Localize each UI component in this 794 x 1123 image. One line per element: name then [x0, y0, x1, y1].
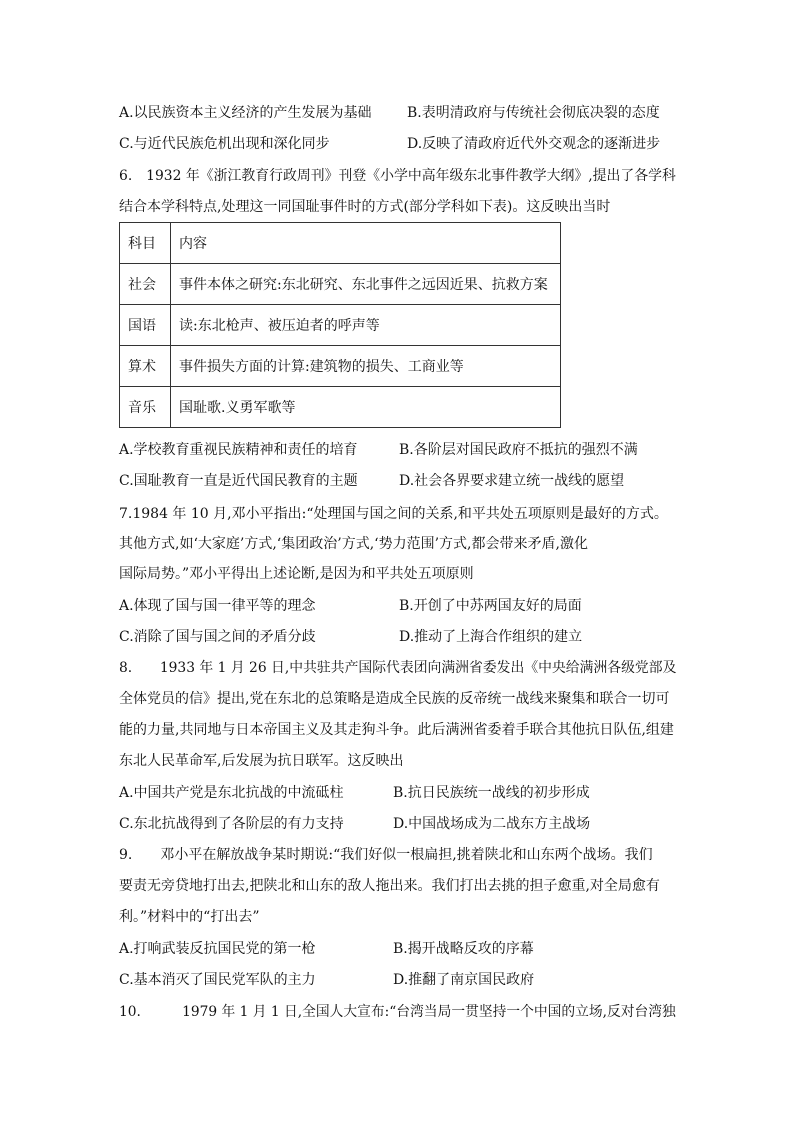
- table-row: [120, 346, 561, 387]
- q7-option-d: D.推动了上海合作组织的建立: [399, 629, 583, 645]
- q9-option-b: B.揭开战略反攻的序幕: [393, 941, 534, 957]
- q9-stem-line-2: 要责无旁贷地打出去,把陕北和山东的敌人拖出来。我们打出去挑的担子愈重,对全局愈有: [119, 878, 660, 894]
- table-header-row: [120, 223, 561, 264]
- q7-stem-line-3: 国际局势。”邓小平得出上述论断,是因为和平共处五项原则: [119, 566, 474, 582]
- table-cell-subject: 社会: [120, 264, 171, 305]
- q8-option-d: D.中国战场成为二战东方主战场: [393, 816, 591, 832]
- table-row: [120, 264, 561, 305]
- q6-option-d: D.社会各界要求建立统一战线的愿望: [399, 473, 625, 489]
- table-header-subject: 科目: [120, 223, 171, 264]
- q6-stem-line-1: 6. 1932 年《浙江教育行政周刊》刊登《小学中高年级东北事件教学大纲》,提出了各学科: [119, 168, 676, 184]
- table-cell-subject: 国语: [120, 305, 171, 346]
- table-cell-subject: 音乐: [120, 387, 171, 428]
- q10-stem-line-1: 10. 1979 年 1 月 1 日,全国人大宣布:“台湾当局一贯坚持一个中国的立场,反对台湾独: [119, 1004, 676, 1020]
- q9-stem-line-3: 利。”材料中的“打出去”: [119, 909, 260, 925]
- q9-option-c: C.基本消灭了国民党军队的主力: [119, 972, 316, 988]
- table-cell-content: 事件损失方面的计算:建筑物的损失、工商业等: [171, 346, 561, 387]
- q5-option-c: C.与近代民族危机出现和深化同步: [119, 136, 330, 152]
- q5-option-a: A.以民族资本主义经济的产生发展为基础: [119, 105, 372, 121]
- table-cell-content: 国耻歌.义勇军歌等: [171, 387, 561, 428]
- q9-option-a: A.打响武装反抗国民党的第一枪: [119, 941, 316, 957]
- q6-stem-line-2: 结合本学科特点,处理这一同国耻事件时的方式(部分学科如下表)。这反映出当时: [119, 199, 611, 215]
- q8-option-a: A.中国共产党是东北抗战的中流砥柱: [119, 785, 344, 801]
- q7-stem-line-2: 其他方式,如‘大家庭’方式,‘集团政治’方式,‘势力范围’方式,都会带来矛盾,激化: [119, 536, 588, 552]
- q7-option-a: A.体现了国与国一律平等的理念: [119, 598, 316, 614]
- q8-option-c: C.东北抗战得到了各阶层的有力支持: [119, 816, 344, 832]
- q8-option-b: B.抗日民族统一战线的初步形成: [393, 785, 590, 801]
- q8-stem-line-1: 8. 1933 年 1 月 26 日,中共驻共产国际代表团向满洲省委发出《中央给满洲各级党部及: [119, 660, 677, 676]
- q7-stem-line-1: 7.1984 年 10 月,邓小平指出:“处理国与国之间的关系,和平共处五项原则是最好的方式。: [119, 506, 668, 522]
- q6-table: [119, 222, 561, 428]
- q6-option-b: B.各阶层对国民政府不抵抗的强烈不满: [399, 442, 638, 458]
- table-cell-content: 事件本体之研究:东北研究、东北事件之远因近果、抗救方案: [171, 264, 561, 305]
- table-header-content: 内容: [171, 223, 561, 264]
- q8-stem-line-4: 东北人民革命军,后发展为抗日联军。这反映出: [119, 753, 404, 769]
- q5-option-b: B.表明清政府与传统社会彻底决裂的态度: [407, 105, 660, 121]
- table-cell-subject: 算术: [120, 346, 171, 387]
- table-row: [120, 305, 561, 346]
- q6-option-a: A.学校教育重视民族精神和责任的培育: [119, 442, 358, 458]
- q8-stem-line-2: 全体党员的信》提出,党在东北的总策略是造成全民族的反帝统一战线来聚集和联合一切可: [119, 691, 670, 707]
- q9-stem-line-1: 9. 邓小平在解放战争某时期说:“我们好似一根扁担,挑着陕北和山东两个战场。我们: [119, 847, 653, 863]
- table-row: [120, 387, 561, 428]
- q8-stem-line-3: 能的力量,共同地与日本帝国主义及其走狗斗争。此后满洲省委着手联合其他抗日队伍,组建: [119, 722, 674, 738]
- q9-option-d: D.推翻了南京国民政府: [393, 972, 535, 988]
- q5-option-d: D.反映了清政府近代外交观念的逐渐进步: [407, 136, 661, 152]
- q7-option-b: B.开创了中苏两国友好的局面: [399, 598, 582, 614]
- q7-option-c: C.消除了国与国之间的矛盾分歧: [119, 629, 316, 645]
- table-cell-content: 读:东北枪声、被压迫者的呼声等: [171, 305, 561, 346]
- q6-option-c: C.国耻教育一直是近代国民教育的主题: [119, 473, 358, 489]
